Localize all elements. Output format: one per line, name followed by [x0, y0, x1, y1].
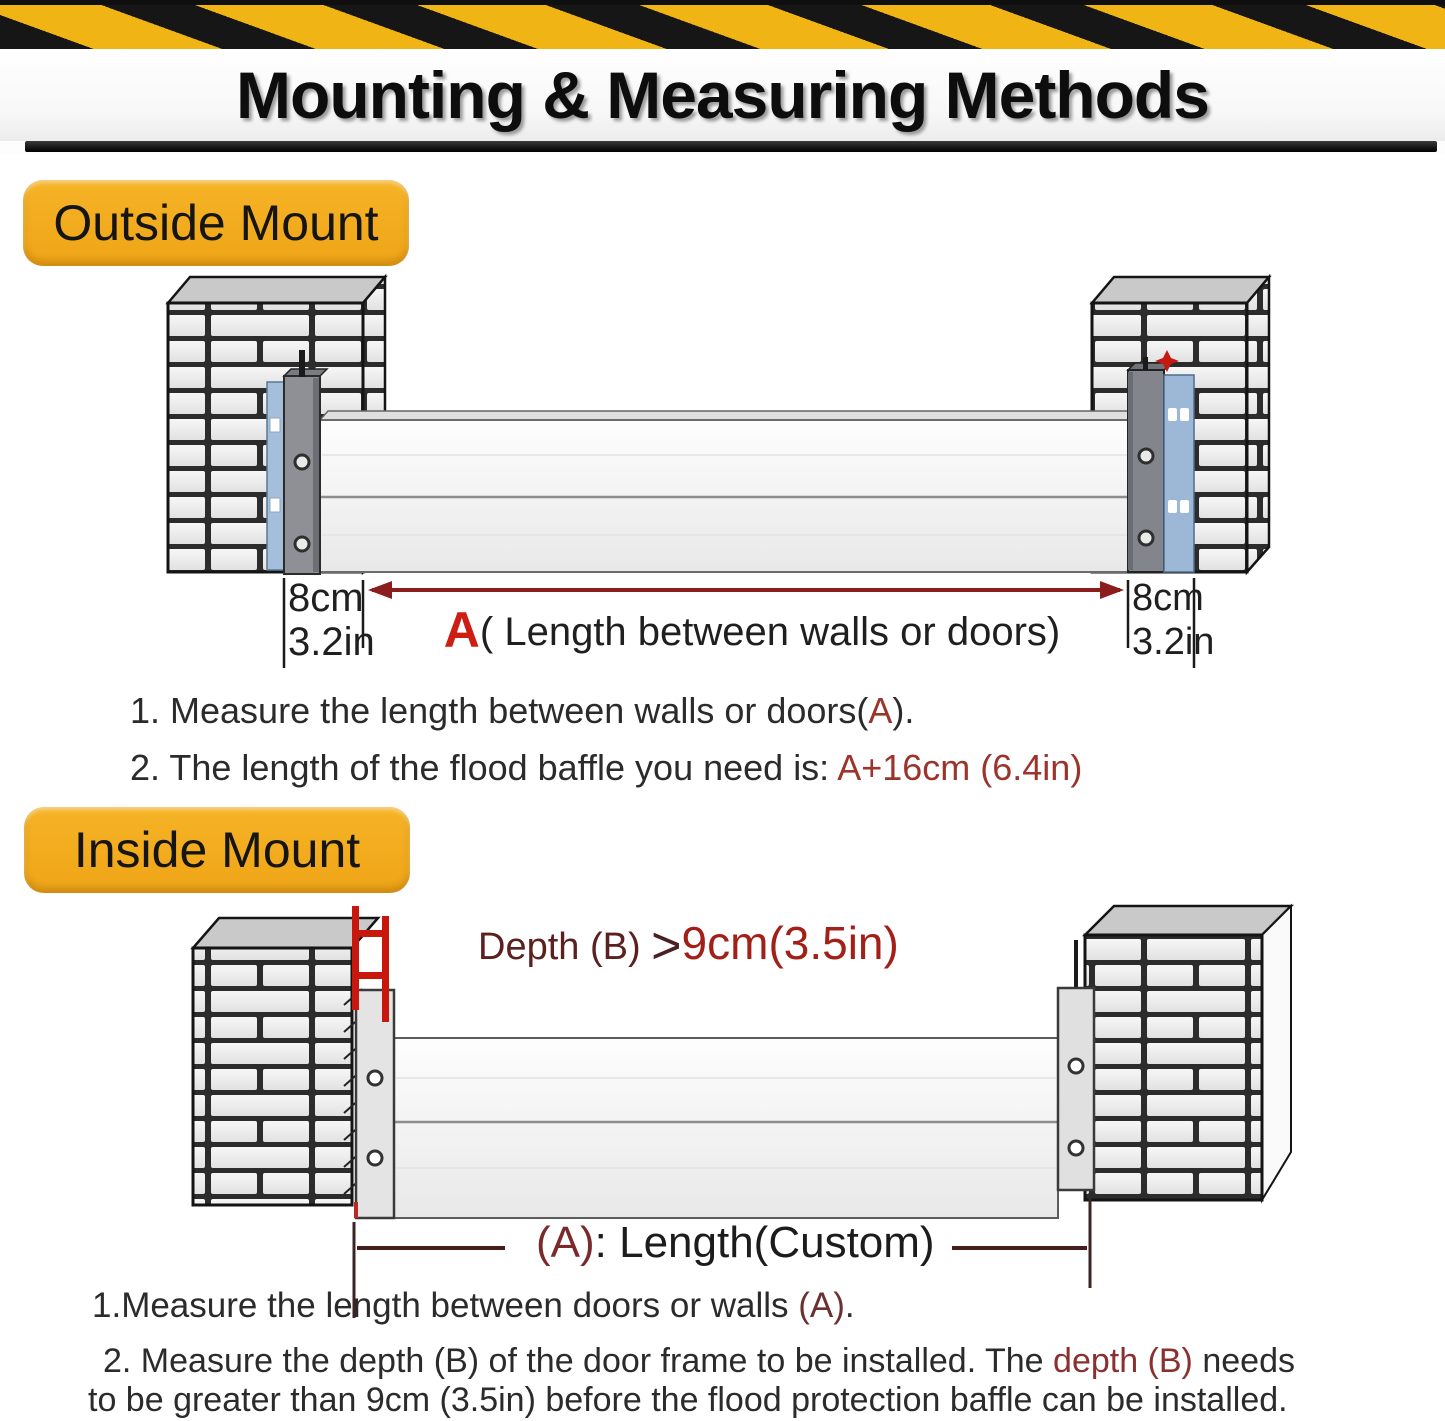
outside-step-2-text: 2. The length of the flood baffle you need is:	[130, 747, 838, 788]
screw-hole	[1069, 1059, 1083, 1073]
left-offset-cm: 8cm	[288, 576, 364, 620]
inside-step-2-post: needs	[1192, 1342, 1295, 1380]
flood-barrier-panels-inside	[394, 1038, 1058, 1218]
left-offset-in: 3.2in	[288, 620, 375, 664]
flood-barrier-panels-outside	[320, 411, 1138, 572]
right-mounting-channel-outside	[1128, 350, 1194, 572]
length-custom-A: (A)	[536, 1218, 595, 1267]
left-pillar-inside	[193, 918, 378, 1205]
length-A-arrow	[368, 581, 1124, 599]
left-offset-dimension	[288, 576, 375, 664]
depth-B-prefix: Depth (B)	[478, 926, 652, 968]
screw-hole	[1069, 1141, 1083, 1155]
page-title: Mounting & Measuring Methods	[236, 58, 1209, 132]
length-A-label	[378, 601, 1126, 659]
outside-step-1	[130, 690, 914, 732]
inside-step-2	[103, 1342, 1295, 1381]
inside-mount-badge-label: Inside Mount	[73, 822, 361, 878]
inside-step-1-em: (A)	[798, 1286, 845, 1325]
length-A-letter: A	[443, 602, 480, 658]
outside-step-1-em: A	[868, 690, 893, 731]
outside-mount-badge-label: Outside Mount	[53, 195, 379, 251]
depth-B-value: 9cm(3.5in)	[681, 917, 899, 969]
screw-hole	[368, 1151, 382, 1165]
outside-step-2-em: A+16cm (6.4in)	[837, 747, 1083, 788]
anchor-pin-right	[1143, 357, 1148, 370]
inside-step-1	[92, 1286, 855, 1326]
anchor-pin-left	[299, 350, 305, 377]
depth-B-label	[478, 916, 899, 976]
length-custom-text: : Length(Custom)	[594, 1218, 935, 1267]
outside-step-2	[130, 747, 1082, 789]
outside-step-1-post: ).	[892, 690, 915, 731]
screw-hole	[1139, 449, 1153, 463]
length-custom-label	[536, 1218, 935, 1268]
screw-hole	[295, 455, 309, 469]
screw-hole	[295, 537, 309, 551]
screw-hole	[1139, 531, 1153, 545]
right-pillar-inside	[1085, 906, 1291, 1200]
inside-step-2-continued	[88, 1381, 1288, 1420]
length-A-text: ( Length between walls or doors)	[479, 610, 1061, 654]
inside-step-2-text: 2. Measure the depth (B) of the door frame to be installed. The	[103, 1342, 1054, 1380]
inside-step-1-post: .	[844, 1286, 855, 1325]
right-offset-in: 3.2in	[1132, 621, 1215, 663]
greater-than-sign: >	[651, 917, 682, 975]
right-offset-dimension	[1132, 576, 1214, 664]
anchor-pin	[1074, 940, 1078, 990]
inside-step-1-text: 1.Measure the length between doors or walls	[92, 1286, 799, 1325]
inside-step-2-em: depth (B)	[1053, 1342, 1193, 1380]
right-offset-cm: 8cm	[1132, 577, 1204, 619]
screw-hole	[368, 1071, 382, 1085]
left-mounting-channel-inside	[354, 990, 394, 1218]
outside-step-1-text: 1. Measure the length between walls or doors(	[130, 690, 869, 731]
inside-step-2-continued-text: to be greater than 9cm (3.5in) before the flood protection baffle can be installed.	[88, 1381, 1288, 1419]
left-mounting-channel-outside	[267, 350, 327, 574]
